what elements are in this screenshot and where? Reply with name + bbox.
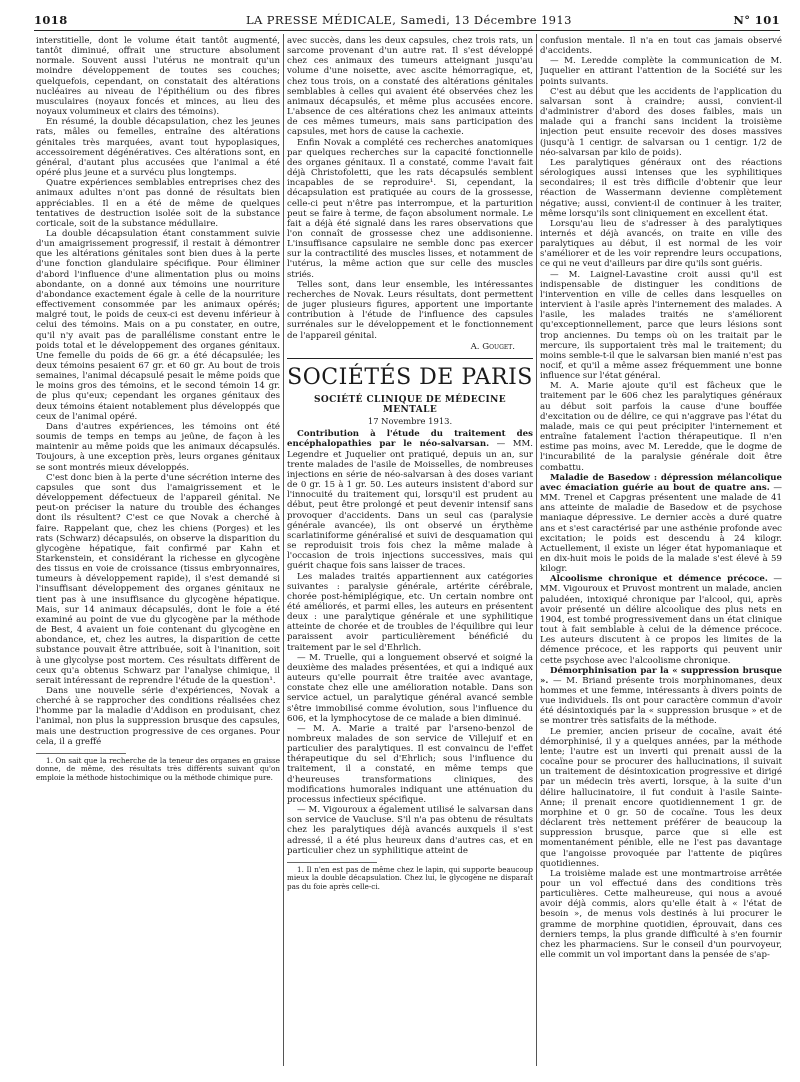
paragraph: Enfin Novak a complété ces recherches anatomiques par quelques recherches sur la capacité fonctionnelle des organes génitaux. Il a constaté, comme l'avait fait déjà Christofoletti, que les rats décapsulés semblent incapables de se reproduire¹. Si, cependant, la décapsulation est pratiquée au cours de la grossesse, celle-ci peut n'être pas interrompue, et la parturition peut se faire à terme, de façon absolument normale. Le fait a déjà été signalé dans les rares observations que l'on connaît de grossesse chez une addisonienne. L'insuffisance capsulaire ne semble donc pas exercer sur la contractilité des muscles lisses, et notamment de l'utérus, la même action que sur celle des muscles striés.: [287, 137, 533, 280]
paragraph: — M. Leredde complète la communication de M. Juquelier en attirant l'attention de la Société sur les points suivants.: [540, 56, 782, 87]
session-date: 17 Novembre 1913.: [367, 416, 453, 427]
paragraph: Le premier, ancien priseur de cocaïne, avait été démorphinisé, il y a quelques années, par la méthode lente; l'autre est un inverti qui prenait aussi de la cocaïne pour se procurer des hallucinations, il suivait un traitement de désintoxication progressive et dirigé par un médecin très averti, lorsque, à la suite d'un délire hallucinatoire, il fut conduit à l'asile Sainte-Anne; il prenait encore quotidiennement 1 gr. de morphine et 0 gr. 50 de cocaïne. Tous les deux déclarent très nettement préférer de beaucoup la suppression brusque, parce que si elle est momentanément pénible, elle ne l'est pas davantage que l'angoisse provoquée par l'attente de piqûres quotidiennes.: [540, 726, 782, 869]
paragraph: [540, 574, 782, 665]
paragraph-text: — MM. Trenel et Capgras présentent une malade de 41 ans atteinte de maladie de Basedow et de psychose maniaque dépressive. Le dernier accès a duré quatre ans et s'est caractérisé par une asthénie profonde avec excitation; le poids est descendu à 24 kilogr. Actuellement, il existe un léger état hypomaniaque et en dix-huit mois le poids de la malade s'est élevé à 59 kilogr.: [540, 482, 782, 575]
paragraph: M. A. Marie ajoute qu'il est fâcheux que le traitement par le 606 chez les paralytiques généraux au début soit parfois la cause d'une bouffée d'excitation ou de délire, ce qui n'aggrave pas l'état du malade, mais ce qui peut précipiter l'internement et entraîne fatalement l'action thérapeutique. Il n'en estime pas moins, avec M. Leredde, que le dogme de l'incurabilité de la paralysie générale doit être combattu.: [540, 381, 782, 473]
column-3: [540, 36, 782, 1076]
subsection-heading: Alcoolisme chronique et démence précoce.: [550, 574, 768, 585]
issue-number: N° 101: [733, 13, 780, 27]
page-header: [34, 13, 780, 29]
paragraph: C'est au début que les accidents de l'application du salvarsan sont à craindre; aussi, convient-il d'administrer d'abord des doses faibles, mais un malade qui a franchi sans incident la troisième injection peut ensuite recevoir des doses massives (jusqu'à 1 centigr. de salvarsan ou 1 centigr. 1/2 de néo-salvarsan par kilo de poids).: [540, 86, 782, 158]
page-number: 1018: [34, 13, 68, 27]
paragraph: Les malades traités appartiennent aux catégories suivantes : paralysie générale, artérite cérébrale, chorée post-hémiplégique, etc. Un certain nombre ont été améliorés, et parmi elles, les auteurs en présentent deux : une paralytique générale et une syphilitique atteinte de chorée et de troubles de l'équilibre qui leur paraissent avoir particulièrement bénéficié du traitement par le sel d'Ehrlich.: [287, 571, 533, 653]
paragraph-text: — MM. Legendre et Juquelier ont pratiqué, depuis un an, sur trente malades de l'asile de Moisselles, de nombreuses injections en série de néo-salvarsan à des doses variant de 0 gr. 15 à 1 gr. 50. Les auteurs insistent d'abord sur l'innocuité du traitement qui, lorsqu'il est prudent au début, peut être prolongé et peut devenir intensif sans provoquer d'accidents. Dans un seul cas (paralysie générale avancée), ils ont observé un érythème scarlatiniforme généralisé et suivi de desquamation qui se reproduisit trois fois chez la même malade à l'occasion de trois injections successives, mais qui guérit chaque fois sans laisser de traces.: [287, 439, 533, 572]
paragraph: Telles sont, dans leur ensemble, les intéressantes recherches de Novak. Leurs résultats, dont permettent de juger plusieurs figures, apportent une importante contribution à l'étude de l'influence des capsules surrénales sur le développement et le fonctionnement de l'appareil génital.: [287, 279, 533, 341]
society-name: SOCIÉTÉ CLINIQUE DE MÉDECINE MENTALE: [313, 394, 507, 415]
paragraph: Quatre expériences semblables entreprises chez des animaux adultes n'ont pas donné de résultats bien appréciables. Il en a été de même de quelques tentatives de destruction isolée soit de la substance corticale, soit de la substance médullaire.: [36, 178, 280, 229]
paragraph: La troisième malade est une montmartroise arrêtée pour un vol effectué dans des conditions très particulières. Cette malheureuse, qui nous a avoué avoir déjà commis, alors qu'elle était à « l'état de besoin », de menus vols destinés à lui procurer le gramme de morphine quotidien, éprouvait, dans ces derniers temps, la plus grande difficulté à s'en fournir chez les pharmaciens. Sur le conseil d'un pourvoyeur, elle commit un vol important dans la pensée de s'ap-: [540, 868, 782, 961]
column-2: [287, 36, 533, 1076]
section-rule: [287, 358, 533, 359]
paragraph: En résumé, la double décapsulation, chez les jeunes rats, mâles ou femelles, entraîne des altérations génitales très marquées, avant tout hypoplasiques, accessoirement dégénératives. Ces altérations sont, en général, d'autant plus accusées que l'animal a été opéré plus jeune et a survécu plus longtemps.: [36, 117, 280, 179]
footnote-rule: [36, 753, 126, 754]
subsection-heading: Maladie de Basedow : dépression mélancolique avec émaciation guérie au bout de quatre ans.: [540, 472, 782, 493]
footnote: 1. Il n'en est pas de même chez le lapin, qui supporte beaucoup mieux la double décapsulation. Chez lui, le glycogène ne disparaît pas du foie après celle-ci.: [287, 864, 533, 891]
footnote-rule: [287, 862, 377, 863]
paragraph: Lorsqu'au lieu de s'adresser à des paralytiques internés et déjà avancés, on traite en ville des paralytiques au début, il est normal de les voir s'améliorer et de les voir reprendre leurs occupations, ce qui ne veut d'ailleurs par dire qu'ils sont guéris.: [540, 218, 782, 270]
subsection-heading: Contribution à l'étude du traitement des encéphalopathies par le néo-salvarsan.: [287, 429, 533, 450]
paragraph: C'est donc bien à la perte d'une sécrétion interne des capsules que sont dus l'amaigrissement et le développement défectueux de l'appareil génital. Ne peut-on préciser la nature du trouble des échanges dont ils résultent? C'est ce que Novak a cherché à faire. Rappelant que, chez les chiens (Porges) et les rats (Schwarz) décapsulés, on observe la disparition du glycogène hépatique, fait confirmé par Kahn et Starkenstein, et considérant la richesse en glycogène des tissus en voie de croissance (tissus embryonnaires, tumeurs à développement rapide), il s'est demandé si l'insuffisant développement des organes génitaux ne tient pas à une insuffisance du glycogène hépatique. Mais, sur 14 animaux décapsulés, dont le foie a été examiné au point de vue du glycogène par la méthode de Best, 4 avaient un foie contenant du glycogène en abondance, et, chez les autres, la disparition de cette substance pouvait être attribuée, soit à l'inanition, soit à une glycolyse post mortem. Ces résultats diffèrent de ceux qu'a obtenus Schwarz par l'analyse chimique, il serait intéressant de reprendre l'étude de la question¹.: [36, 472, 280, 686]
paragraph: interstitielle, dont le volume était tantôt augmenté, tantôt diminué, offrait une structure absolument normale. Souvent aussi l'utérus ne montrait qu'un moindre développement de toutes ses couches; quelquefois, cependant, on constatait des altérations nucléaires au niveau de l'épithélium ou des fibres musculaires (noyaux foncés et minces, au lieu des noyaux volumineux et clairs des témoins).: [36, 36, 280, 118]
paragraph: Les paralytiques généraux ont des réactions sérologiques aussi intenses que les syphilitiques secondaires; il est très difficile d'obtenir que leur réaction de Wassermann devienne complètement négative; aussi, convient-il de continuer à les traiter, même lorsqu'ils sont cliniquement en excellent état.: [540, 157, 782, 219]
paragraph: — M. Truelle, qui a longuement observé et soigné la deuxième des malades présentées, et qui a indiqué aux auteurs qu'elle pourrait être traitée avec avantage, constate chez elle une amélioration notable. Dans son service actuel, un paralytique général avancé semble s'être immobilisé comme évolution, sous l'influence du 606, et la lymphocytose de ce malade a bien diminué.: [287, 652, 533, 724]
column-divider: [536, 34, 537, 1066]
article-signature: A. Gouget.: [470, 341, 515, 352]
paragraph: confusion mentale. Il n'a en tout cas jamais observé d'accidents.: [540, 36, 782, 57]
paragraph: [287, 429, 533, 571]
paragraph: avec succès, dans les deux capsules, chez trois rats, un sarcome provenant d'un autre rat. Il s'est développé chez ces animaux des tumeurs atteignant jusqu'au volume d'une noisette, avec ascite hémorragique, et, chez tous trois, on a constaté des altérations génitales semblables à celles qui avaient été observées chez les animaux décapsulés, et même plus accusées encore. L'absence de ces altérations chez les animaux atteints de ces mêmes tumeurs, mais sans participation des capsules, met hors de cause la cachexie.: [287, 36, 533, 138]
column-divider: [283, 34, 284, 1066]
paragraph: — M. Laignel-Lavastine croit aussi qu'il est indispensable de distinguer les conditions de l'intervention en ville de celles dans lesquelles on intervient à l'asile après l'internement des malades. A l'asile, les malades traités ne s'améliorent qu'exceptionnellement, parce que leurs lésions sont trop anciennes. Du temps où on les traitait par le mercure, ils supportaient très mal le traitement; du moins semble-t-il que le salvarsan bien manié n'est pas nocif, et qu'il a même assez fréquemment une bonne influence sur l'état général.: [540, 269, 782, 382]
paragraph: [540, 666, 782, 727]
paragraph: La double décapsulation étant constamment suivie d'un amaigrissement progressif, il restait à démontrer que les altérations génitales sont bien dues à la perte d'une fonction glandulaire spécifique. Pour éliminer d'abord l'influence d'une alimentation plus ou moins abondante, on a donné aux témoins une nourriture d'abondance exactement égale à celle de la nourriture effectivement consommée par les animaux opérés; malgré tout, le poids de ceux-ci est devenu inférieur à celui des témoins. Mais on a pu constater, en outre, qu'il n'y avait pas de parallélisme constant entre le poids total et le développement des organes génitaux. Une femelle du poids de 66 gr. a été décapsulée; les deux témoins pesaient 67 gr. et 60 gr. Au bout de trois semaines, l'animal décapsulé pesait le même poids que le moins gros des témoins, et le second témoin 14 gr. de plus qu'eux; cependant les organes génitaux des deux témoins étaient notablement plus développés que ceux de l'animal opéré.: [36, 228, 280, 422]
footnote: 1. On sait que la recherche de la teneur des organes en graisse donne, de même, des résultats très différents suivant qu'on emploie la méthode histochimique ou la méthode chimique pure.: [36, 755, 280, 782]
paragraph: Dans une nouvelle série d'expériences, Novak a cherché à se rapprocher des conditions réalisées chez l'homme par la maladie d'Addison en produisant, chez l'animal, non plus la suppression brusque des capsules, mais une destruction progressive de ces organes. Pour cela, il a greffé: [36, 686, 280, 747]
header-rule: [34, 30, 780, 31]
paragraph-text: — MM. Vigouroux et Pruvost montrent un malade, ancien paludéen, intoxiqué chronique par l'alcool, qui, après avoir présenté un délire alcoolique des plus nets en 1904, est tombé progressivement dans un état clinique tout à fait semblable à celui de la démence précoce. Les auteurs discutent à ce propos les limites de la démence précoce, et les rapports qui peuvent unir cette psychose avec l'alcoolisme chronique.: [540, 574, 782, 666]
paragraph-text: — M. Briand présente trois morphinomanes, deux hommes et une femme, intéressants à divers points de vue individuels. Ils ont pour caractère commun d'avoir été désintoxiqués par la « suppression brusque » et de se montrer très satisfaits de la méthode.: [540, 675, 782, 727]
paragraph: — M. Vigouroux a également utilisé le salvarsan dans son service de Vaucluse. S'il n'a pas obtenu de résultats chez les paralytiques déjà avancés auxquels il s'est adressé, il a été plus heureux dans d'autres cas, et en particulier chez un syphilitique atteint de: [287, 805, 533, 856]
paragraph: Dans d'autres expériences, les témoins ont été soumis de temps en temps au jeûne, de façon à les maintenir au même poids que les animaux décapsulés. Toujours, à une exception près, leurs organes génitaux se sont montrés mieux développés.: [36, 421, 280, 473]
section-title: SOCIÉTÉS DE PARIS: [287, 364, 533, 390]
subsection-heading: Démorphinisation par la « suppression brusque ».: [540, 665, 782, 686]
paragraph: [540, 473, 782, 575]
paragraph: — M. A. Marie a traité par l'arseno-benzol de nombreux malades de son service de Villejuif et en particulier des paralytiques. Il est convaincu de l'effet thérapeutique du sel d'Ehrlich; sous l'influence du traitement, il a constaté, en même temps que d'heureuses transformations cliniques, des modifications humorales indiquant une atténuation du processus infectieux spécifique.: [287, 723, 533, 805]
journal-title: LA PRESSE MÉDICALE, Samedi, 13 Décembre 1913: [246, 13, 572, 27]
column-1: [36, 36, 280, 1076]
